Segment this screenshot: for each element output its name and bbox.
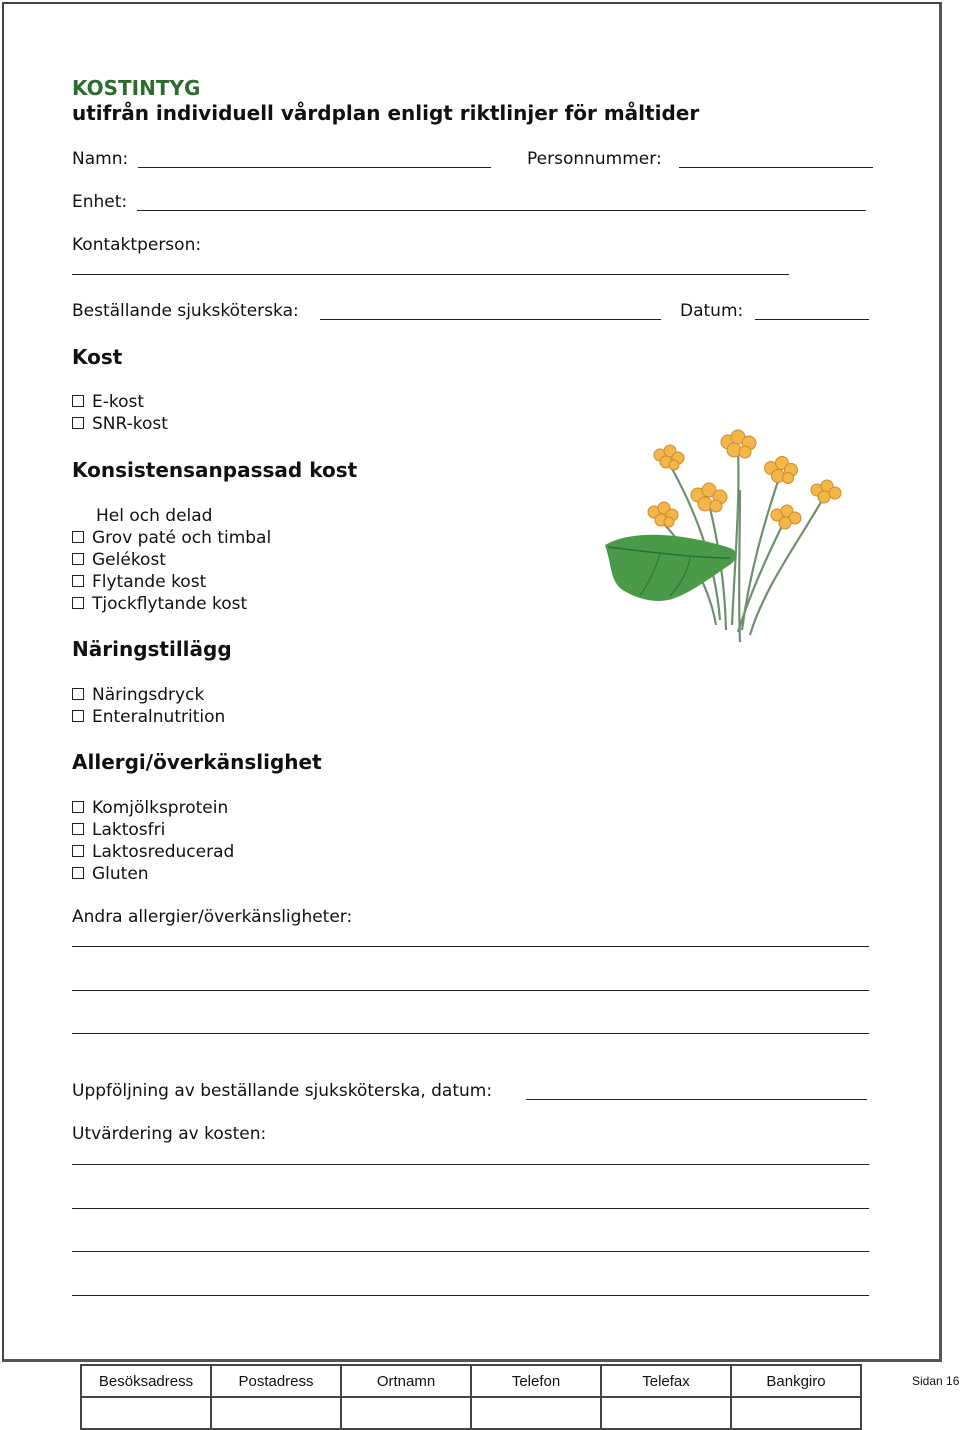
footer-header-cell: Besöksadress [81,1365,211,1397]
checkbox-icon[interactable] [72,575,84,587]
konsistens-option-gelekost[interactable]: Gelékost [72,550,166,570]
footer-header-row [81,1365,861,1397]
footer-header-cell: Telefax [601,1365,731,1397]
bestallande-field[interactable] [320,319,661,320]
enhet-field[interactable] [137,210,866,211]
checkbox-icon[interactable] [72,801,84,813]
form-subtitle: utifrån individuell vårdplan enligt riktlinjer för måltider [72,101,700,125]
andra-allergier-line-3[interactable] [72,1033,869,1034]
personnummer-field[interactable] [679,167,873,168]
kontaktperson-field[interactable] [72,274,789,275]
page-frame [2,2,942,1362]
checkbox-icon[interactable] [72,845,84,857]
allergi-option-komjolk[interactable]: Komjölksprotein [72,798,228,818]
cloudberry-plant-illustration [600,420,850,650]
footer-value-cell [731,1397,861,1429]
footer-header-cell: Ortnamn [341,1365,471,1397]
bestallande-label: Beställande sjuksköterska: [72,301,299,321]
uppfoljning-field[interactable] [526,1099,867,1100]
naring-heading: Näringstillägg [72,637,232,661]
personnummer-label: Personnummer: [527,149,662,169]
form-title: KOSTINTYG [72,76,201,100]
andra-allergier-line-1[interactable] [72,946,869,947]
kost-heading: Kost [72,345,123,369]
footer-header-cell: Postadress [211,1365,341,1397]
utvardering-line-1[interactable] [72,1164,869,1165]
kost-option-snrkost[interactable]: SNR-kost [72,414,168,434]
konsistens-option-grov[interactable]: Grov paté och timbal [72,528,271,548]
checkbox-icon[interactable] [72,597,84,609]
checkbox-icon[interactable] [72,417,84,429]
kontaktperson-label: Kontaktperson: [72,235,202,255]
utvardering-label: Utvärdering av kosten: [72,1124,267,1144]
utvardering-line-3[interactable] [72,1251,869,1252]
footer-value-cell [601,1397,731,1429]
andra-allergier-label: Andra allergier/överkänsligheter: [72,907,353,927]
enhet-label: Enhet: [72,192,128,212]
allergi-option-gluten[interactable]: Gluten [72,864,149,884]
konsistens-option-flytande[interactable]: Flytande kost [72,572,206,592]
allergi-heading: Allergi/överkänslighet [72,750,322,774]
name-field[interactable] [138,167,491,168]
footer-header-cell: Bankgiro [731,1365,861,1397]
konsistens-option-tjockflytande[interactable]: Tjockflytande kost [72,594,247,614]
name-label: Namn: [72,149,129,169]
footer-value-cell [341,1397,471,1429]
naring-option-naringsdryck[interactable]: Näringsdryck [72,685,204,705]
checkbox-icon[interactable] [72,531,84,543]
datum-field[interactable] [755,319,869,320]
page-number: Sidan 16 [912,1374,960,1388]
footer-value-row [81,1397,861,1429]
kost-option-ekost[interactable]: E-kost [72,392,144,412]
checkbox-icon[interactable] [72,823,84,835]
allergi-option-laktosfri[interactable]: Laktosfri [72,820,165,840]
utvardering-line-2[interactable] [72,1208,869,1209]
allergi-option-laktosreducerad[interactable]: Laktosreducerad [72,842,234,862]
naring-option-enteral[interactable]: Enteralnutrition [72,707,225,727]
uppfoljning-label: Uppföljning av beställande sjuksköterska, datum: [72,1081,493,1101]
footer-value-cell [471,1397,601,1429]
footer-value-cell [81,1397,211,1429]
checkbox-icon[interactable] [72,395,84,407]
footer-table [80,1364,862,1430]
checkbox-icon[interactable] [72,710,84,722]
datum-label: Datum: [680,301,744,321]
konsistens-heading: Konsistensanpassad kost [72,458,358,482]
footer-value-cell [211,1397,341,1429]
footer-header-cell: Telefon [471,1365,601,1397]
konsistens-plain-item: Hel och delad [96,506,213,526]
andra-allergier-line-2[interactable] [72,990,869,991]
checkbox-icon[interactable] [72,867,84,879]
checkbox-icon[interactable] [72,553,84,565]
checkbox-icon[interactable] [72,688,84,700]
utvardering-line-4[interactable] [72,1295,869,1296]
